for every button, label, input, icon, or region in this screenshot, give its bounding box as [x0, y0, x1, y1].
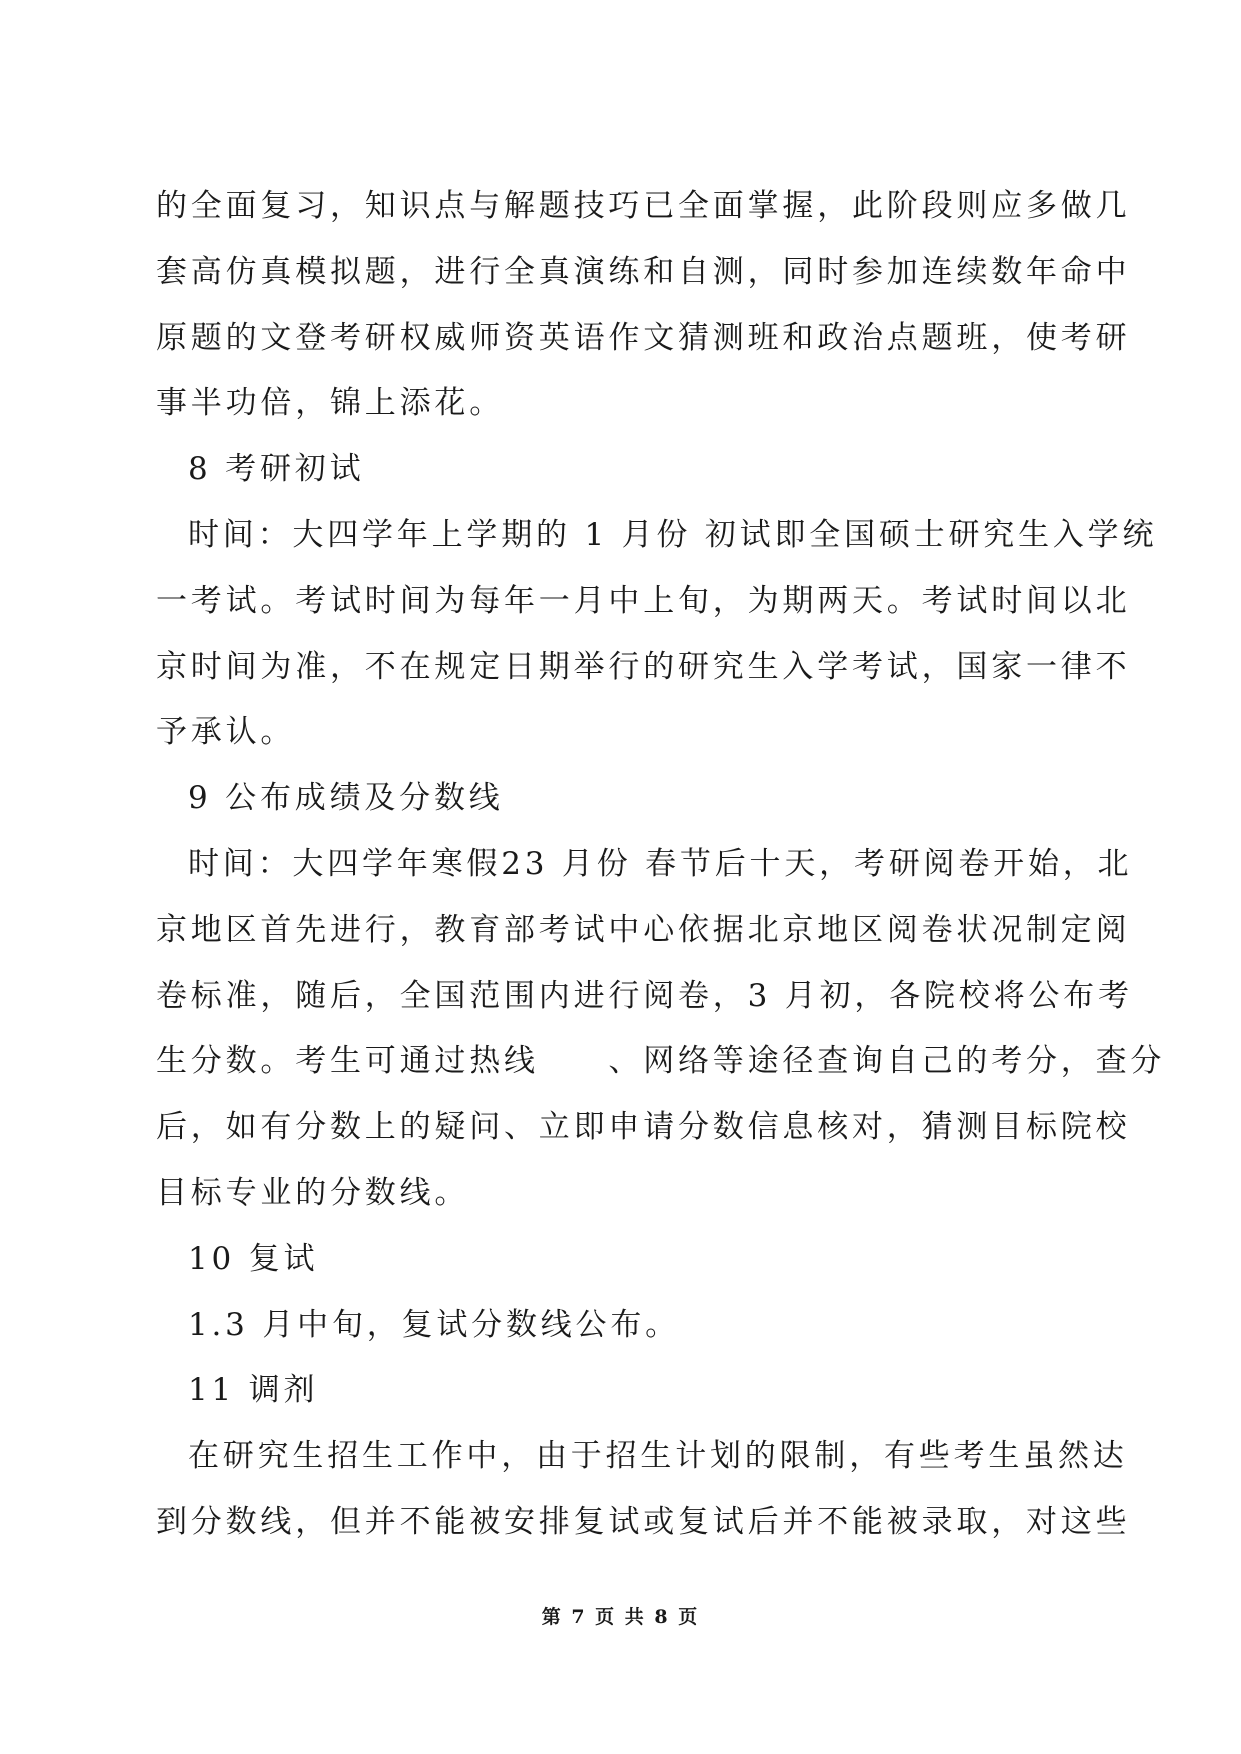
text-line: 卷标准，随后，全国范围内进行阅卷，3 月初，各院校将公布考 — [156, 977, 1133, 1014]
text-line: 原题的文登考研权威师资英语作文猜测班和政治点题班，使考研 — [156, 319, 1131, 356]
text-line: 京地区首先进行，教育部考试中心依据北京地区阅卷状况制定阅 — [156, 911, 1131, 948]
text-line: 生分数。考生可通过热线 、网络等途径查询自己的考分，查分 — [156, 1043, 1166, 1080]
text-line: 时间：大四学年上学期的 1 月份 初试即全国硕士研究生入学统 — [188, 516, 1158, 553]
body-text — [156, 183, 1166, 1565]
text-line: 目标专业的分数线。 — [156, 1174, 470, 1211]
text-line: 1.3 月中旬，复试分数线公布。 — [188, 1306, 680, 1343]
text-line: 事半功倍，锦上添花。 — [156, 385, 504, 422]
text-line: 一考试。考试时间为每年一月中上旬，为期两天。考试时间以北 — [156, 582, 1131, 619]
text-line: 后，如有分数上的疑问、立即申请分数信息核对，猜测目标院校 — [156, 1109, 1131, 1146]
text-line: 在研究生招生工作中，由于招生计划的限制，有些考生虽然达 — [188, 1438, 1128, 1475]
text-line: 的全面复习，知识点与解题技巧已全面掌握，此阶段则应多做几 — [156, 188, 1131, 224]
page-footer: 第 7 页 共 8 页 — [541, 1606, 700, 1628]
text-line: 时间：大四学年寒假23 月份 春节后十天，考研阅卷开始，北 — [188, 845, 1133, 882]
text-line: 到分数线，但并不能被安排复试或复试后并不能被录取，对这些 — [156, 1503, 1131, 1540]
text-line: 8 考研初试 — [188, 451, 365, 488]
text-line: 11 调剂 — [188, 1372, 319, 1409]
text-line: 9 公布成绩及分数线 — [188, 780, 504, 817]
text-line: 10 复试 — [188, 1240, 319, 1277]
text-line: 套高仿真模拟题，进行全真演练和自测，同时参加连续数年命中 — [156, 253, 1131, 290]
text-line: 京时间为准，不在规定日期举行的研究生入学考试，国家一律不 — [156, 648, 1131, 685]
text-line: 予承认。 — [156, 714, 296, 751]
